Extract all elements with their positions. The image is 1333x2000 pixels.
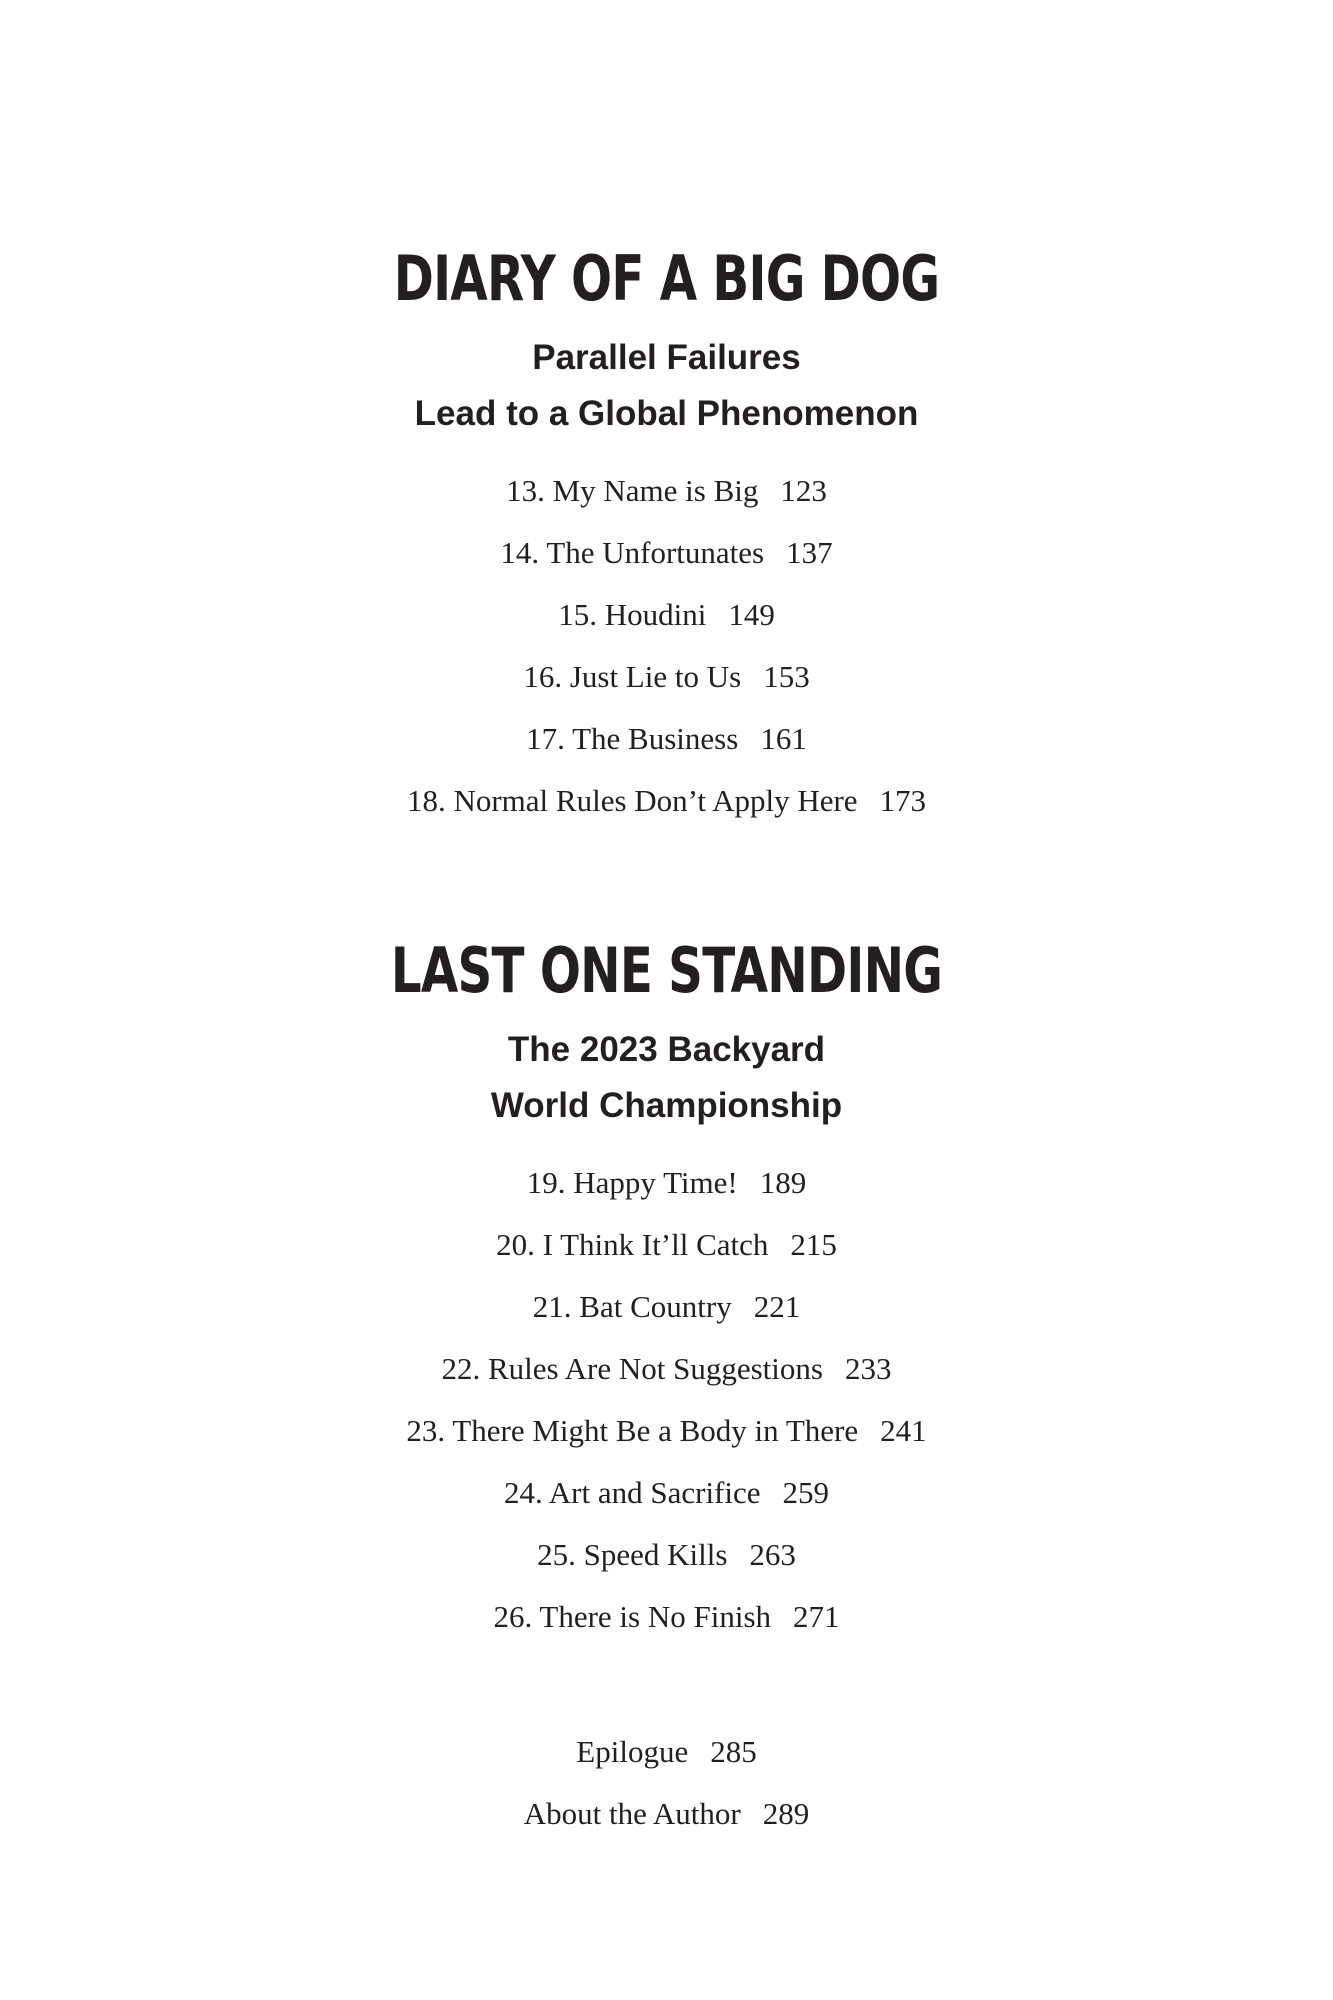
part-diary-of-a-big-dog (0, 238, 1333, 832)
part-title: DIARY OF A BIG DOG (393, 242, 940, 315)
chapter-list (0, 1152, 1333, 1648)
back-matter-entry[interactable] (0, 1721, 1333, 1783)
chapter-title: 18. Normal Rules Don’t Apply Here (406, 783, 858, 818)
chapter-page-number: 149 (728, 597, 775, 632)
back-matter-page-number: 285 (710, 1734, 757, 1769)
back-matter-title: About the Author (523, 1796, 741, 1831)
chapter-title: 19. Happy Time! (526, 1165, 738, 1200)
chapter-page-number: 259 (782, 1475, 830, 1510)
chapter-title: 13. My Name is Big (506, 473, 759, 508)
chapter-entry[interactable] (0, 1152, 1333, 1214)
part-subtitle (0, 1022, 1333, 1134)
chapter-page-number: 263 (749, 1537, 796, 1572)
chapter-list (0, 460, 1333, 832)
chapter-title: 22. Rules Are Not Suggestions (441, 1351, 823, 1386)
chapter-page-number: 161 (760, 721, 807, 756)
chapter-page-number: 215 (790, 1227, 837, 1262)
chapter-entry[interactable] (0, 1524, 1333, 1586)
chapter-page-number: 233 (844, 1351, 892, 1386)
chapter-page-number: 137 (786, 535, 833, 570)
part-subtitle-line: Lead to a Global Phenomenon (414, 394, 919, 433)
chapter-entry[interactable] (0, 646, 1333, 708)
part-subtitle (0, 330, 1333, 442)
chapter-entry[interactable] (0, 708, 1333, 770)
chapter-title: 24. Art and Sacrifice (503, 1475, 761, 1510)
back-matter-list (0, 1721, 1333, 1845)
chapter-page-number: 241 (880, 1413, 927, 1448)
chapter-page-number: 123 (780, 473, 827, 508)
chapter-page-number: 221 (753, 1289, 801, 1324)
back-matter-page-number: 289 (762, 1796, 810, 1831)
chapter-entry[interactable] (0, 1586, 1333, 1648)
chapter-title: 20. I Think It’ll Catch (496, 1227, 769, 1262)
chapter-entry[interactable] (0, 1338, 1333, 1400)
chapter-entry[interactable] (0, 770, 1333, 832)
chapter-entry[interactable] (0, 1400, 1333, 1462)
chapter-entry[interactable] (0, 584, 1333, 646)
chapter-page-number: 173 (879, 783, 927, 818)
chapter-title: 21. Bat Country (532, 1289, 732, 1324)
chapter-entry[interactable] (0, 460, 1333, 522)
chapter-title: 14. The Unfortunates (500, 535, 765, 570)
chapter-page-number: 153 (763, 659, 810, 694)
chapter-page-number: 271 (793, 1599, 840, 1634)
chapter-title: 15. Houdini (558, 597, 707, 632)
chapter-entry[interactable] (0, 1214, 1333, 1276)
chapter-entry[interactable] (0, 1276, 1333, 1338)
part-subtitle-line: The 2023 Backyard (507, 1030, 826, 1069)
chapter-title: 25. Speed Kills (537, 1537, 728, 1572)
chapter-title: 16. Just Lie to Us (523, 659, 742, 694)
chapter-page-number: 189 (759, 1165, 807, 1200)
part-subtitle-line: Parallel Failures (532, 338, 801, 377)
part-last-one-standing (0, 930, 1333, 1648)
back-matter-entry[interactable] (0, 1783, 1333, 1845)
chapter-title: 17. The Business (526, 721, 739, 756)
part-subtitle-line: World Championship (490, 1086, 843, 1125)
chapter-title: 26. There is No Finish (493, 1599, 772, 1634)
chapter-entry[interactable] (0, 522, 1333, 584)
part-title: LAST ONE STANDING (390, 934, 943, 1007)
chapter-title: 23. There Might Be a Body in There (406, 1413, 859, 1448)
chapter-entry[interactable] (0, 1462, 1333, 1524)
back-matter-title: Epilogue (576, 1734, 689, 1769)
